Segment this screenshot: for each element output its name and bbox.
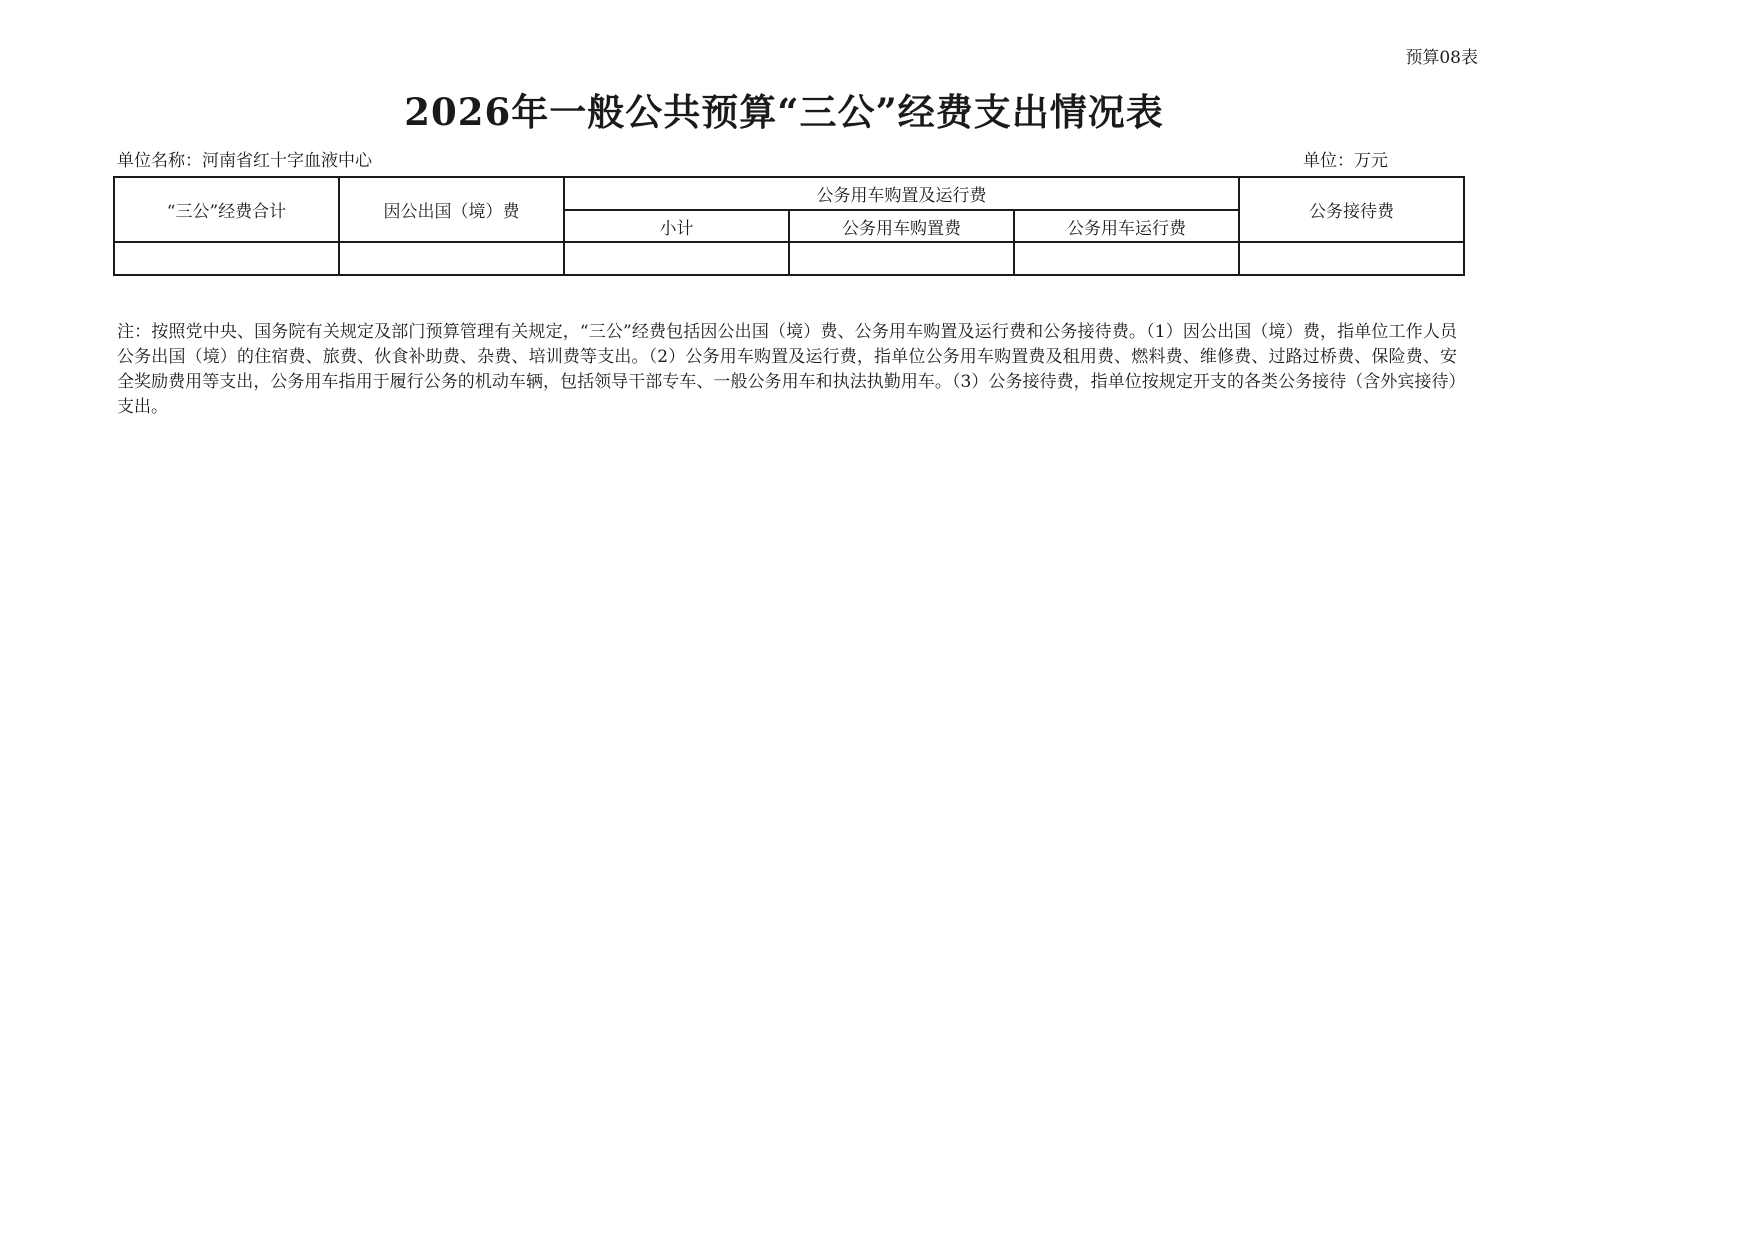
cell-total [114,242,339,275]
unit-name-label: 单位名称：河南省红十字血液中心 [117,151,372,171]
form-code: 预算08表 [1405,48,1478,68]
header-cell-vehicle-operation: 公务用车运行费 [1014,210,1239,242]
table-header-row [114,177,1464,210]
header-cell-abroad: 因公出国（境）费 [339,177,564,242]
table-row [114,242,1464,275]
currency-unit-label: 单位：万元 [1303,151,1388,171]
footnote: 注：按照党中央、国务院有关规定及部门预算管理有关规定，“三公”经费包括因公出国（境）费、公务用车购置及运行费和公务接待费。（1）因公出国（境）费，指单位工作人员公务出国（境）的住宿费、旅费、伙食补助费、杂费、培训费等支出。（2）公务用车购置及运行费，指单位公务用车购置费及租用费、燃料费、维修费、过路过桥费、保险费、安全奖励费用等支出，公务用车指用于履行公务的机动车辆，包括领导干部专车、一般公务用车和执法执勤用车。（3）公务接待费，指单位按规定开支的各类公务接待（含外宾接待）支出。 [117,322,1457,417]
cell-vehicle-operation [1014,242,1239,275]
budget-table [113,176,1465,276]
header-cell-total: “三公”经费合计 [114,177,339,242]
cell-vehicle-purchase [789,242,1014,275]
page-title: 2026年一般公共预算“三公”经费支出情况表 [404,90,1164,134]
header-cell-vehicle-purchase: 公务用车购置费 [789,210,1014,242]
cell-reception [1239,242,1464,275]
header-cell-vehicle-subtotal: 小计 [564,210,789,242]
cell-abroad [339,242,564,275]
header-cell-reception: 公务接待费 [1239,177,1464,242]
header-cell-vehicle-group: 公务用车购置及运行费 [564,177,1239,210]
cell-vehicle-subtotal [564,242,789,275]
